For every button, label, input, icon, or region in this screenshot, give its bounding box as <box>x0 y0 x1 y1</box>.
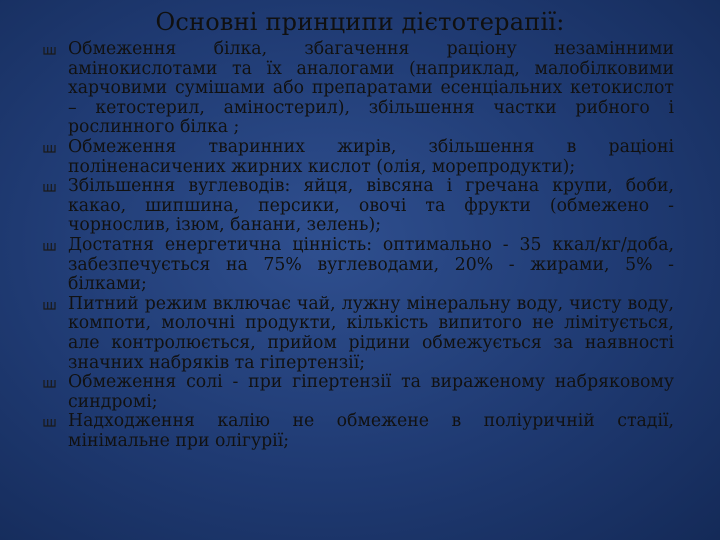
list-item-text: Достатня енергетична цінність: оптимально - 35 ккал/кг/доба, забезпечується на 75% вуглеводами, 20% - жирами, 5% - білками; <box>68 234 674 295</box>
slide-title: Основні принципи дієтотерапії: <box>155 8 565 36</box>
list-item <box>40 40 674 138</box>
list-item-text: Обмеження білка, збагачення раціону незамінними амінокислотами та їх аналогами (наприклад, малобілковими харчовими сумішами або препаратами есенціальних кетокислот – кетостерил, аміностерил), збільшення частки рибного і рослинного білка ; <box>68 39 674 138</box>
list-item <box>40 412 674 451</box>
wingdings-bullet-icon <box>43 379 56 388</box>
wingdings-bullet-icon <box>43 144 56 153</box>
list-item <box>40 138 674 177</box>
list-item-text: Обмеження тваринних жирів, збільшення в раціоні поліненасичених жирних кислот (олія, морепродукти); <box>68 136 674 177</box>
wingdings-bullet-icon <box>43 242 56 251</box>
list-item-text: Надходження калію не обмежене в поліуричній стадії, мінімальне при олігурії; <box>68 411 674 451</box>
list-item-text: Питний режим включає чай, лужну мінеральну воду, чисту воду, компоти, молочні продукти, кількість випитого не лімітується, але контролюється, прийом рідини обмежується за наявності значних набряків та гіпертензії; <box>68 293 674 373</box>
list-item <box>40 295 674 373</box>
wingdings-bullet-icon <box>43 301 56 310</box>
principles-list <box>40 40 674 451</box>
list-item-text: Обмеження солі - при гіпертензії та вираженому набряковому синдромі; <box>68 372 674 412</box>
list-item-text: Збільшення вуглеводів: яйця, вівсяна і гречана крупи, боби, какао, шипшина, персики, овочі та фрукти (обмежено - чорнослив, ізюм, банани, зелень); <box>68 176 674 236</box>
list-item <box>40 177 674 236</box>
list-item <box>40 236 674 295</box>
wingdings-bullet-icon <box>43 46 56 55</box>
wingdings-bullet-icon <box>43 183 56 192</box>
wingdings-bullet-icon <box>43 418 56 427</box>
list-item <box>40 373 674 412</box>
